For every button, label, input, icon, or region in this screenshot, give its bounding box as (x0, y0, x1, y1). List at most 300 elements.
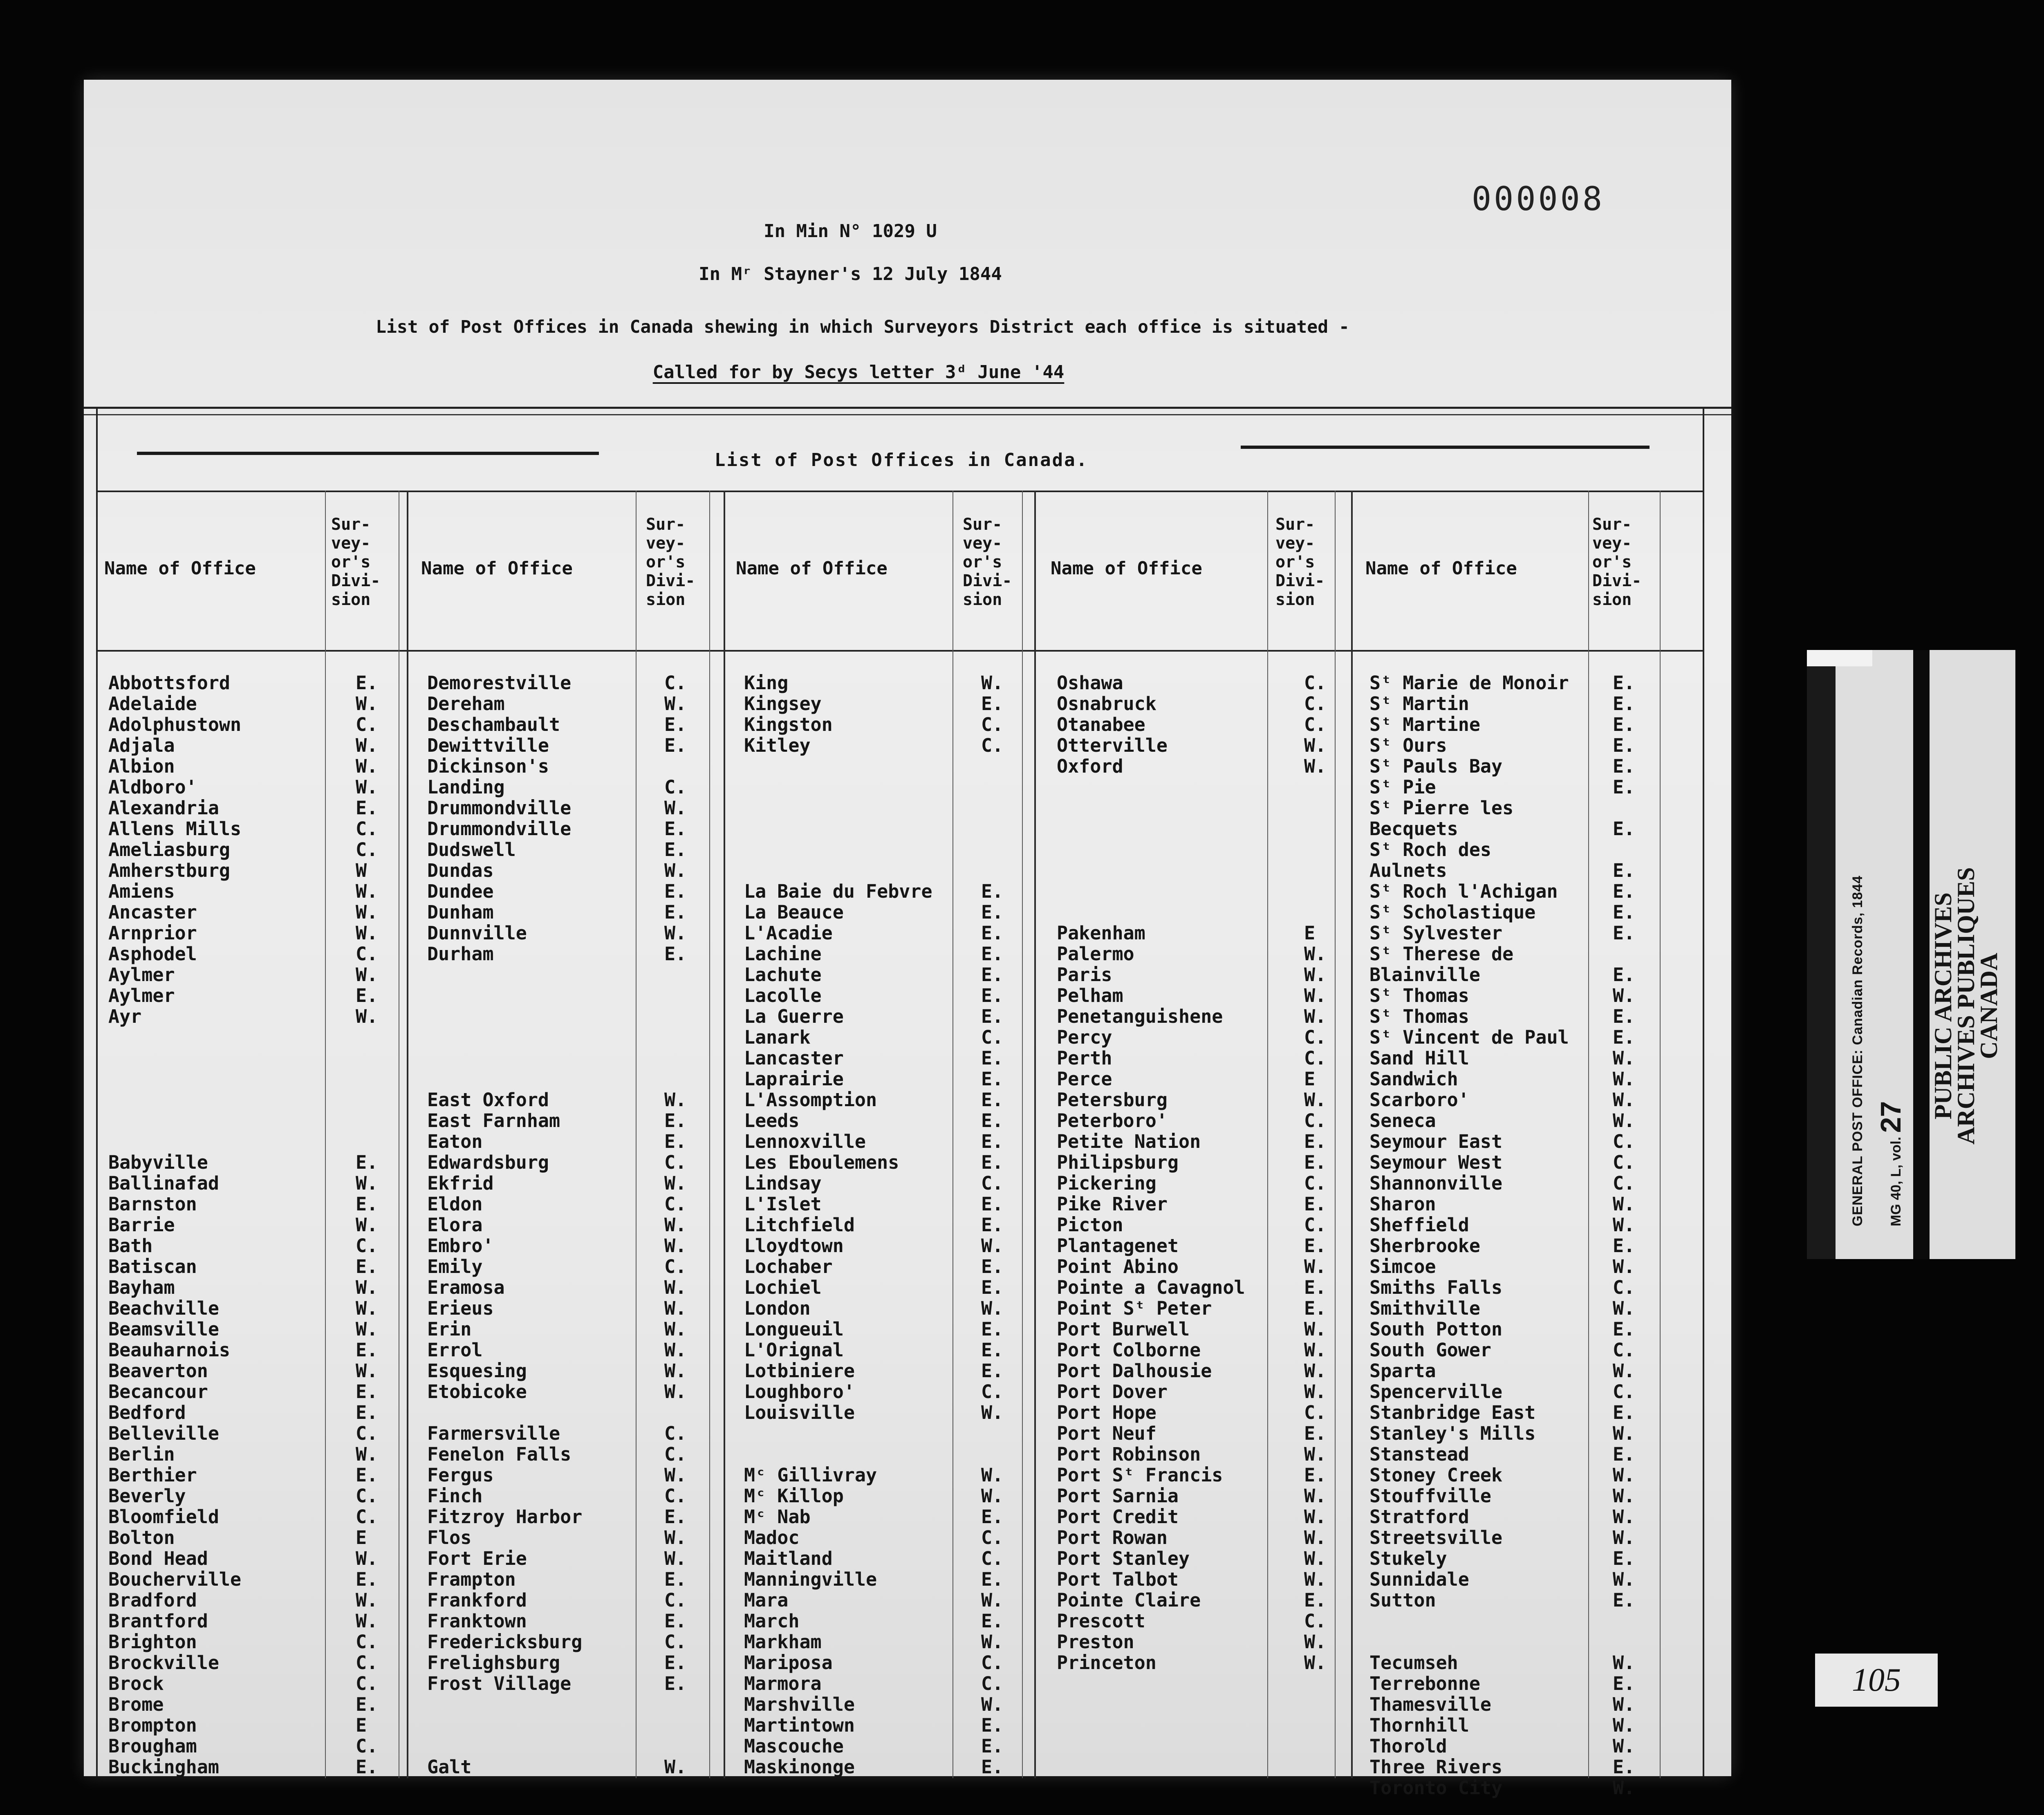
frame-left-border (96, 407, 98, 1776)
office-name: Bedford (108, 1402, 186, 1423)
office-name: Port Hope (1057, 1402, 1156, 1423)
office-name: Port Sᵗ Francis (1057, 1464, 1223, 1486)
office-entry (744, 964, 1030, 985)
office-name: Galt (427, 1756, 472, 1778)
office-entry (108, 1715, 403, 1736)
office-name: Mᶜ Gillivray (744, 1464, 877, 1486)
office-division: W. (356, 1610, 378, 1632)
office-entry (1369, 1340, 1697, 1360)
office-name: Terrebonne (1369, 1673, 1480, 1694)
office-name: Becancour (108, 1381, 208, 1403)
office-division: C. (356, 1631, 378, 1653)
office-division: E. (981, 1131, 1004, 1152)
office-name: L'Islet (744, 1193, 822, 1215)
office-entry (427, 1256, 722, 1277)
office-entry (1369, 1089, 1697, 1110)
office-entry (744, 1465, 1030, 1486)
office-division: E. (981, 1569, 1004, 1590)
frame-right-border (1703, 407, 1704, 1776)
office-entry (1369, 1673, 1697, 1694)
office-division: W. (356, 964, 378, 986)
office-name: Drummondville (427, 797, 572, 819)
sheet-number: 000008 (1472, 180, 1605, 218)
column-heading-name: Name of Office (1365, 558, 1517, 579)
office-entry (1369, 1381, 1697, 1402)
division-heading-line: Sur- (1592, 515, 1632, 534)
office-division: W. (1304, 1527, 1327, 1548)
office-name: Picton (1057, 1214, 1123, 1236)
office-entry (108, 1298, 403, 1319)
office-name: South Gower (1369, 1339, 1492, 1361)
office-name: Erin (427, 1318, 472, 1340)
office-entry (427, 985, 722, 1006)
office-division: E. (981, 1214, 1004, 1236)
office-name: Simcoe (1369, 1256, 1436, 1277)
office-name: Mᶜ Killop (744, 1485, 844, 1507)
office-entry (427, 777, 722, 798)
office-division: W. (1613, 1214, 1635, 1236)
division-heading-line: sion (963, 590, 1002, 609)
office-name: Beamsville (108, 1318, 219, 1340)
office-name: Drummondville (427, 818, 572, 840)
office-entry (108, 1757, 403, 1777)
office-entry (744, 1006, 1030, 1027)
office-entry (744, 1069, 1030, 1089)
office-entry (427, 714, 722, 735)
column-heading-division (646, 515, 695, 609)
office-name: Pointe a Cavagnol (1057, 1277, 1245, 1298)
office-name: Erieus (427, 1297, 494, 1319)
office-entry (427, 1673, 722, 1694)
office-name: L'Assomption (744, 1089, 877, 1111)
office-name: Petite Nation (1057, 1131, 1201, 1152)
office-name: Dunnville (427, 922, 527, 944)
office-division: E. (1613, 1589, 1635, 1611)
column-divider (1351, 491, 1353, 1778)
office-entry (1057, 1548, 1347, 1569)
office-entry (744, 1631, 1030, 1652)
office-name: Brougham (108, 1735, 197, 1757)
division-heading-line: Sur- (331, 515, 371, 534)
office-name: Otanabee (1057, 714, 1145, 735)
office-division: W. (981, 1402, 1004, 1423)
office-division: W. (664, 1527, 687, 1548)
office-division: E. (1304, 1423, 1327, 1444)
office-entry (744, 1319, 1030, 1340)
office-entry (1057, 735, 1347, 756)
office-division: W. (664, 1464, 687, 1486)
office-name: Farmersville (427, 1423, 560, 1444)
office-name: Frankford (427, 1589, 527, 1611)
office-division: E. (664, 943, 687, 965)
office-entry (1057, 839, 1347, 860)
column-divider (1034, 491, 1036, 1778)
office-name: La Beauce (744, 901, 844, 923)
office-division: E. (664, 714, 687, 735)
office-division: W. (356, 922, 378, 944)
office-division: W. (356, 1214, 378, 1236)
office-division: E. (1613, 922, 1635, 944)
office-entry (744, 943, 1030, 964)
office-name: Sparta (1369, 1360, 1436, 1382)
office-name: Tecumseh (1369, 1652, 1458, 1674)
office-entry (108, 1277, 403, 1298)
office-division: W. (1304, 1652, 1327, 1674)
office-division: E. (664, 1569, 687, 1590)
office-name: Maitland (744, 1548, 833, 1569)
office-name: La Baie du Febvre (744, 881, 932, 902)
office-division: C. (1304, 1402, 1327, 1423)
office-name: Beaverton (108, 1360, 208, 1382)
office-division: E. (981, 1068, 1004, 1090)
office-division: C. (1304, 1172, 1327, 1194)
office-division: W. (356, 901, 378, 923)
office-entry (1369, 1173, 1697, 1194)
office-name: Prescott (1057, 1610, 1145, 1632)
office-division: E. (664, 1110, 687, 1132)
office-entry (427, 1715, 722, 1736)
office-division: E. (664, 1673, 687, 1694)
office-entry (1369, 672, 1697, 693)
column-heading-division (331, 515, 380, 609)
office-name: Durham (427, 943, 494, 965)
office-entry (744, 1360, 1030, 1381)
office-name: Sᵗ Pie (1369, 776, 1436, 798)
office-entry (744, 1173, 1030, 1194)
office-entry (744, 860, 1030, 881)
office-entry (427, 1048, 722, 1069)
office-name: Smiths Falls (1369, 1277, 1503, 1298)
office-division: E. (1613, 776, 1635, 798)
office-entry (1369, 1048, 1697, 1069)
office-entry (1369, 1486, 1697, 1506)
archives-stamp-line: ARCHIVES PUBLIQUES (1952, 867, 1979, 1145)
office-name: Perth (1057, 1047, 1112, 1069)
office-division: E. (981, 1735, 1004, 1757)
office-division: W. (664, 1360, 687, 1382)
office-division: W. (1304, 1485, 1327, 1507)
office-name: Sharon (1369, 1193, 1436, 1215)
office-name: March (744, 1610, 800, 1632)
header-called-for (35, 362, 1682, 383)
office-entry (1369, 714, 1697, 735)
office-division: W. (664, 1548, 687, 1569)
office-entry (744, 735, 1030, 756)
office-division: C. (1304, 1610, 1327, 1632)
office-division: E. (1304, 1297, 1327, 1319)
office-division: C. (1304, 1047, 1327, 1069)
office-entry (108, 1173, 403, 1194)
office-name: Point Sᵗ Peter (1057, 1297, 1212, 1319)
top-rule (84, 407, 1731, 409)
office-entry (108, 1652, 403, 1673)
archive-volume-prefix: MG 40, L, vol. (1888, 1136, 1904, 1226)
office-entry (108, 1048, 403, 1069)
office-division: W. (1613, 1569, 1635, 1590)
archive-label-tab (1807, 650, 1872, 666)
office-entry (1369, 1736, 1697, 1757)
office-division: W. (981, 1485, 1004, 1507)
office-name: Seymour West (1369, 1152, 1503, 1173)
office-entry (1057, 1069, 1347, 1089)
office-name: Eramosa (427, 1277, 505, 1298)
office-name: Becquets (1369, 818, 1458, 840)
office-name: Bath (108, 1235, 153, 1257)
office-division: E. (356, 1569, 378, 1590)
column-divider (407, 491, 408, 1778)
division-heading-line: Divi- (963, 571, 1012, 590)
office-name: Sᵗ Thomas (1369, 985, 1469, 1006)
office-entry (744, 985, 1030, 1006)
office-entry (1057, 902, 1347, 923)
office-entry (108, 1089, 403, 1110)
office-entry (108, 1673, 403, 1694)
office-name: Sᵗ Pauls Bay (1369, 755, 1503, 777)
office-entry (744, 1089, 1030, 1110)
office-name: Port Neuf (1057, 1423, 1156, 1444)
office-name: Bayham (108, 1277, 175, 1298)
office-entry (744, 1298, 1030, 1319)
division-heading-line: Divi- (1275, 571, 1325, 590)
office-entry (1369, 1402, 1697, 1423)
column-heading-division (963, 515, 1012, 609)
office-division: W. (1304, 985, 1327, 1006)
office-entry (427, 1173, 722, 1194)
office-name: Petersburg (1057, 1089, 1168, 1111)
office-name: Sᵗ Roch l'Achigan (1369, 881, 1558, 902)
office-name: Dickinson's (427, 755, 549, 777)
office-entry (744, 1048, 1030, 1069)
office-name: Penetanguishene (1057, 1006, 1223, 1027)
office-name: Stanstead (1369, 1443, 1469, 1465)
office-name: Mascouche (744, 1735, 844, 1757)
office-entry (108, 1069, 403, 1089)
office-name: Abbottsford (108, 672, 231, 694)
office-name: Port Sarnia (1057, 1485, 1179, 1507)
office-division: W. (1613, 1089, 1635, 1111)
office-division: E. (664, 1506, 687, 1528)
office-name: Etobicoke (427, 1381, 527, 1403)
office-name: Brome (108, 1694, 164, 1715)
column-heading-name: Name of Office (736, 558, 888, 579)
office-entry (1369, 1569, 1697, 1590)
office-entry (1369, 735, 1697, 756)
office-division: W. (1304, 1339, 1327, 1361)
office-name: Marmora (744, 1673, 822, 1694)
office-division: W. (1304, 943, 1327, 965)
office-entry (744, 818, 1030, 839)
office-entry (744, 777, 1030, 798)
division-heading-line: vey- (963, 534, 1002, 553)
office-entry (1057, 1402, 1347, 1423)
office-entry (744, 1611, 1030, 1631)
division-heading-line: or's (963, 553, 1002, 571)
office-name: Paris (1057, 964, 1112, 986)
office-division: C. (356, 714, 378, 735)
office-entry (744, 902, 1030, 923)
column-heading-name: Name of Office (104, 558, 256, 579)
office-name: Port Credit (1057, 1506, 1179, 1528)
office-division: W. (664, 1172, 687, 1194)
office-name: Lancaster (744, 1047, 844, 1069)
office-entry (1369, 839, 1697, 860)
office-entry (427, 1736, 722, 1757)
office-division: W. (1613, 985, 1635, 1006)
archive-volume-number: 27 (1875, 1101, 1907, 1133)
office-name: Sheffield (1369, 1214, 1469, 1236)
office-division: E. (1613, 714, 1635, 735)
division-heading-line: vey- (1592, 534, 1632, 553)
office-entry (744, 1694, 1030, 1715)
office-division: E. (664, 818, 687, 840)
office-division: W. (1613, 1506, 1635, 1528)
office-division: E. (356, 985, 378, 1006)
office-entry (744, 1152, 1030, 1173)
office-division: C. (981, 1673, 1004, 1694)
division-heading-line: sion (331, 590, 371, 609)
header-minute-number: In Min N° 1029 U (764, 221, 937, 242)
office-entry (1057, 1631, 1347, 1652)
office-entry (427, 1506, 722, 1527)
office-entry (427, 923, 722, 943)
office-division: E. (1613, 1235, 1635, 1257)
office-entry (427, 902, 722, 923)
office-division: C. (1613, 1381, 1635, 1403)
office-entry (427, 818, 722, 839)
division-heading-line: Sur- (963, 515, 1002, 534)
office-division: E. (356, 1402, 378, 1423)
office-name: Aulnets (1369, 860, 1447, 881)
office-entry (108, 1319, 403, 1340)
office-name: Sᵗ Martine (1369, 714, 1480, 735)
office-entry (1057, 1027, 1347, 1048)
header-called-for-text: Called for by Secys letter 3ᵈ June '44 (652, 362, 1065, 383)
office-entry (427, 1465, 722, 1486)
office-name: Kingston (744, 714, 833, 735)
office-name: Lacolle (744, 985, 822, 1006)
office-entry (427, 693, 722, 714)
office-entry (108, 1340, 403, 1360)
office-division: C. (981, 1026, 1004, 1048)
office-division: W. (356, 1172, 378, 1194)
office-division: W. (356, 776, 378, 798)
office-division: W. (356, 881, 378, 902)
division-heading-line: Sur- (1275, 515, 1315, 534)
office-entry (108, 1256, 403, 1277)
office-division: E. (981, 1756, 1004, 1778)
office-name: Amherstburg (108, 860, 231, 881)
office-name: Brompton (108, 1714, 197, 1736)
office-division: E. (664, 1131, 687, 1152)
office-name: Aldboro' (108, 776, 197, 798)
office-name: Port Robinson (1057, 1443, 1201, 1465)
banner-rule-right (1241, 446, 1650, 449)
office-entry (427, 1381, 722, 1402)
office-division: E. (981, 922, 1004, 944)
office-division: W. (356, 1006, 378, 1027)
office-name: Sunnidale (1369, 1569, 1469, 1590)
office-division: C. (981, 1381, 1004, 1403)
office-name: Manningville (744, 1569, 877, 1590)
office-division: E. (1613, 1443, 1635, 1465)
division-heading-line: sion (1275, 590, 1315, 609)
office-division: E. (664, 839, 687, 860)
office-division: W. (1304, 1006, 1327, 1027)
office-division: W. (1304, 1631, 1327, 1653)
office-entry (427, 756, 722, 777)
office-entry (1369, 1506, 1697, 1527)
office-entry (108, 1110, 403, 1131)
office-entry (744, 1736, 1030, 1757)
office-entry (427, 1611, 722, 1631)
office-entry (427, 1360, 722, 1381)
office-entry (1369, 1423, 1697, 1444)
division-heading-line: Divi- (1592, 571, 1642, 590)
office-division: C. (1613, 1339, 1635, 1361)
office-entry (744, 1444, 1030, 1465)
office-entry (744, 1381, 1030, 1402)
office-name: Buckingham (108, 1756, 219, 1778)
office-entry (1057, 1235, 1347, 1256)
office-name: Shannonville (1369, 1172, 1503, 1194)
archives-stamp-line: CANADA (1975, 952, 2002, 1059)
office-name: Emily (427, 1256, 483, 1277)
office-division: C. (981, 1652, 1004, 1674)
office-name: Allens Mills (108, 818, 242, 840)
office-name: Percy (1057, 1026, 1112, 1048)
office-name: Litchfield (744, 1214, 855, 1236)
office-entry (108, 777, 403, 798)
office-name: Lochiel (744, 1277, 822, 1298)
office-name: Lotbiniere (744, 1360, 855, 1382)
document-sheet (84, 80, 1731, 1799)
office-name: Port Burwell (1057, 1318, 1190, 1340)
office-name: Osnabruck (1057, 693, 1156, 715)
office-entry (1057, 1444, 1347, 1465)
office-division: W. (1304, 1360, 1327, 1382)
office-division: W. (1613, 1068, 1635, 1090)
office-division: E. (981, 1318, 1004, 1340)
office-division: W. (1304, 1548, 1327, 1569)
office-division: W. (1613, 1423, 1635, 1444)
office-entry (108, 693, 403, 714)
office-entry (427, 1548, 722, 1569)
office-division: W. (1613, 1297, 1635, 1319)
office-entry (1057, 1652, 1347, 1673)
office-division: C. (356, 1423, 378, 1444)
office-entry (1057, 1089, 1347, 1110)
office-name: Pike River (1057, 1193, 1168, 1215)
office-name: Peterboro' (1057, 1110, 1168, 1132)
office-division: W. (1613, 1652, 1635, 1674)
office-name: Lloydtown (744, 1235, 844, 1257)
office-name: Frost Village (427, 1673, 572, 1694)
office-division: W. (1304, 1256, 1327, 1277)
office-entry (108, 943, 403, 964)
office-name: Preston (1057, 1631, 1134, 1653)
office-entry (108, 1131, 403, 1152)
office-entry (1057, 1319, 1347, 1340)
office-division: W. (664, 1277, 687, 1298)
column-heading-name: Name of Office (1051, 558, 1202, 579)
office-entry (427, 1319, 722, 1340)
office-entry (744, 693, 1030, 714)
office-entry (427, 943, 722, 964)
office-division: C. (1613, 1131, 1635, 1152)
office-division: E. (664, 735, 687, 756)
office-division: E. (356, 1756, 378, 1778)
office-entry (1057, 1048, 1347, 1069)
